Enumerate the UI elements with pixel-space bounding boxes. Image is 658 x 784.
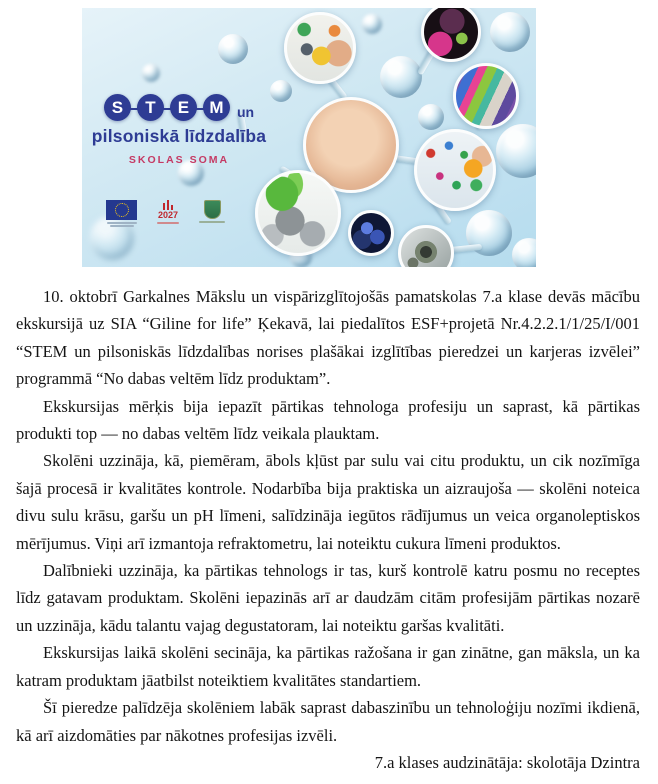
water-bubble — [270, 80, 292, 102]
document-page — [0, 8, 658, 784]
photo-abstract-paint — [453, 63, 519, 129]
banner-image — [82, 8, 536, 267]
coat-of-arms-logo — [199, 200, 225, 223]
photo-chemistry-lab — [421, 8, 481, 62]
lv-2027-bars-icon — [163, 200, 174, 210]
stem-letter-circle: M — [203, 94, 230, 121]
water-bubble — [418, 104, 444, 130]
photo-blue-crystal — [348, 210, 394, 256]
paragraph-2: Ekskursijas mērķis bija iepazīt pārtikas tehnologa profesiju un saprast, kā pārtikas produkti top — no dabas veltēm līdz veikala plauktam. — [16, 396, 640, 444]
logo-row — [106, 200, 225, 227]
stem-letter-circle: S — [104, 94, 131, 121]
photo-watch-mechanism — [398, 225, 454, 267]
banner-subtitle: pilsoniskā līdzdalība — [91, 126, 267, 146]
water-bubble — [496, 124, 536, 178]
stem-letter-row — [90, 94, 268, 121]
water-bubble — [380, 56, 422, 98]
stem-suffix-label: un — [236, 104, 255, 120]
article-text — [16, 283, 640, 776]
photo-robotics-hands — [284, 12, 356, 84]
lv-2027-label: 2027 — [157, 210, 179, 220]
paragraph-5: Ekskursijas laikā skolēni secināja, ka pārtikas ražošana ir gan zinātne, gan māksla, un ka katram produktam jāatbilst noteiktiem kvalitātes standartiem. — [16, 643, 640, 690]
water-bubble — [490, 12, 530, 52]
paragraph-4: Dalībnieki uzzināja, ka pārtikas tehnologs ir tas, kurš kontrolē katru posmu no receptes līdz gatavam produktam. Skolēni iepazinās arī ar daudzām citām profesijām pārtikas nozarē un uzzināja, kādu talantu vajag degustatoram, lai noteiktu garšas kvalitāti. — [16, 561, 640, 635]
water-bubble — [362, 14, 382, 34]
banner-tagline: SKOLAS SOMA — [128, 154, 230, 166]
paragraph-1: 10. oktobrī Garkalnes Mākslu un vispārizglītojošās pamatskolas 7.a klase devās mācību ekskursijā uz SIA “Giline for life” Ķekavā, lai piedalītos ESF+projetā Nr.4.2.2.1/1/25/I/001 “STEM un pilsoniskās līdzdalības norises plašākai izglītības pieredzei un karjeras izvēlei” programmā “No dabas veltēm līdz produktam”. — [16, 287, 640, 389]
paragraph-6: Šī pieredze palīdzēja skolēniem labāk saprast dabaszinību un tehnoloģiju nozīmi ikdienā, kā arī aizdomāties par nākotnes profesijas izvēli. — [16, 698, 640, 745]
lv-2027-logo — [157, 200, 179, 224]
signature-line: 7.a klases audzinātāja: skolotāja Dzintra — [374, 752, 640, 772]
water-bubble — [142, 64, 160, 82]
eu-flag-icon — [106, 200, 137, 220]
stem-letter-circle: T — [137, 94, 164, 121]
photo-plant-in-gears — [255, 170, 341, 256]
paragraph-3: Skolēni uzzināja, kā, piemēram, ābols kļūst par sulu vai citu produktu, un cik nozīmīga šajā procesā ir kvalitātes kontrole. Nodarbība bija praktiska un aizraujoša — skolēni noteica divu sulu krāsu, garšu un pH līmeni, salīdzināja iegūtos rādījumus un veica organoleptiskos mērījumus. Viņi arī izmantoja refraktometru, lai noteiktu cukura līmeni produktos. — [16, 451, 640, 553]
water-bubble — [512, 238, 536, 267]
coat-of-arms-icon — [204, 200, 221, 219]
stem-wordmark — [90, 94, 268, 166]
photo-molecule-model-children — [414, 129, 496, 211]
eu-flag-logo — [106, 200, 137, 227]
stem-letter-circle: E — [170, 94, 197, 121]
water-bubble — [218, 34, 248, 64]
